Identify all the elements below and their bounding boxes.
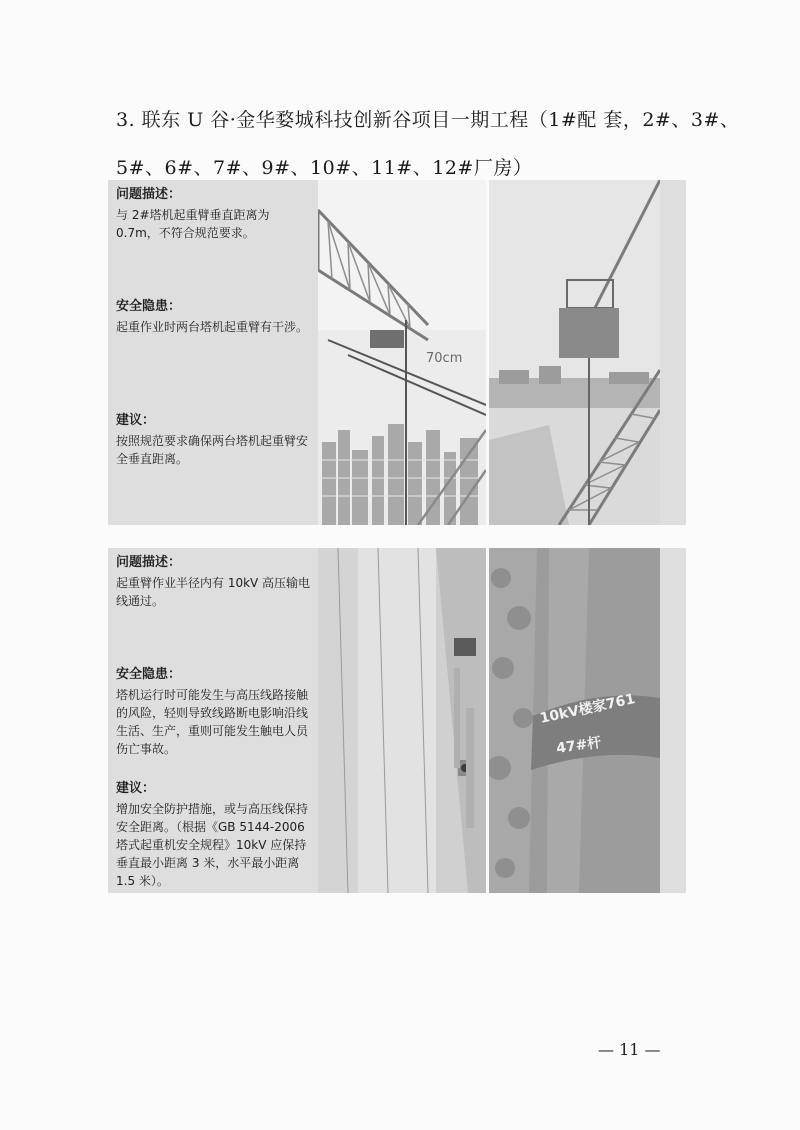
issue-2-advice-text: 增加安全防护措施，或与高压线保持安全距离。（根据《GB 5144-2006 塔式起重机安全规程》10kV 应保持垂直最小距离 3 米，水平最小距离 1.5 米）。 — [116, 802, 309, 888]
page-number: — 11 — — [598, 1040, 661, 1059]
issue-2-risk-text: 塔机运行时可能发生与高压线路接触的风险，轻则导致线路断电影响沿线生活、生产，重则可能发生触电人员伤亡事故。 — [116, 688, 309, 756]
issue-1-advice-text: 按照规范要求确保两台塔机起重臂安全垂直距离。 — [116, 434, 309, 466]
power-line-aerial-photo — [318, 548, 486, 893]
issue-1-problem — [116, 186, 314, 242]
issue-card-2 — [108, 548, 686, 893]
issue-1-problem-text: 与 2#塔机起重臂垂直距离为 0.7m，不符合规范要求。 — [116, 208, 270, 240]
issue-card-1 — [108, 180, 686, 525]
pole-label-line-2: 47#杆 — [555, 734, 603, 757]
issue-2-risk — [116, 666, 314, 758]
issue-1-advice — [116, 412, 314, 468]
pole-label-line-1: 10kV楼家761 — [538, 691, 637, 727]
issue-2-problem — [116, 554, 314, 610]
utility-pole-photo — [489, 548, 660, 893]
crane-side-photo — [489, 180, 660, 525]
heading-line-1: 3. 联东 U 谷·金华婺城科技创新谷项目一期工程（1#配 套，2#、3#、 — [116, 109, 740, 131]
issue-1-risk — [116, 298, 314, 336]
issue-2-risk-title: 安全隐患： — [116, 667, 182, 682]
crane-jib-photo — [318, 180, 486, 525]
issue-2-problem-text: 起重臂作业半径内有 10kV 高压输电线通过。 — [116, 576, 311, 608]
issue-2-problem-title: 问题描述： — [116, 555, 182, 570]
issue-1-risk-text: 起重作业时两台塔机起重臂有干涉。 — [116, 320, 309, 334]
distance-label: 70cm — [426, 351, 463, 366]
heading-line-2: 5#、6#、7#、9#、10#、11#、12#厂房） — [116, 157, 533, 179]
issue-1-advice-title: 建议： — [116, 413, 156, 428]
section-heading — [116, 96, 740, 192]
issue-1-risk-title: 安全隐患： — [116, 299, 182, 314]
issue-2-advice — [116, 780, 314, 890]
issue-1-problem-title: 问题描述： — [116, 187, 182, 202]
issue-2-advice-title: 建议： — [116, 781, 156, 796]
